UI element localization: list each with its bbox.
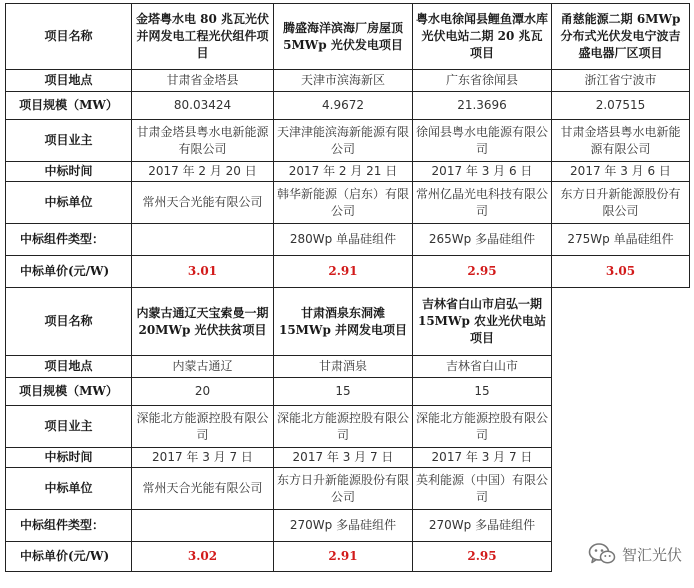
empty-cell	[552, 510, 690, 542]
label-location: 项目地点	[6, 70, 132, 92]
label-name: 项目名称	[6, 4, 132, 70]
project-scale: 15	[274, 378, 413, 406]
unit-price: 2.95	[413, 256, 552, 288]
label-bid-unit: 中标单位	[6, 468, 132, 510]
bid-time: 2017 年 3 月 7 日	[274, 448, 413, 468]
project-owner: 天津津能滨海新能源有限公司	[274, 120, 413, 162]
label-owner: 项目业主	[6, 120, 132, 162]
label-unit-price: 中标单价(元/W)	[6, 542, 132, 572]
bid-time: 2017 年 3 月 7 日	[132, 448, 274, 468]
unit-price: 2.95	[413, 542, 552, 572]
project-owner: 甘肃金塔县粤水电新能源有限公司	[552, 120, 690, 162]
module-type	[132, 224, 274, 256]
project-name: 腾盛海洋滨海厂房屋顶 5MWp 光伏发电项目	[274, 4, 413, 70]
row-location-top	[6, 70, 690, 92]
watermark	[588, 542, 682, 566]
unit-price: 3.01	[132, 256, 274, 288]
label-bid-time: 中标时间	[6, 448, 132, 468]
row-scale-bottom	[6, 378, 690, 406]
unit-price: 3.02	[132, 542, 274, 572]
project-scale: 21.3696	[413, 92, 552, 120]
project-name: 粤水电徐闻县鲤鱼潭水库光伏电站二期 20 兆瓦项目	[413, 4, 552, 70]
module-type: 280Wp 单晶硅组件	[274, 224, 413, 256]
row-scale-top	[6, 92, 690, 120]
wechat-icon	[588, 542, 616, 566]
project-location: 浙江省宁波市	[552, 70, 690, 92]
empty-cell	[552, 378, 690, 406]
project-owner: 深能北方能源控股有限公司	[274, 406, 413, 448]
project-owner: 甘肃金塔县粤水电新能源有限公司	[132, 120, 274, 162]
label-location: 项目地点	[6, 356, 132, 378]
bid-time: 2017 年 3 月 6 日	[552, 162, 690, 182]
bid-unit: 常州天合光能有限公司	[132, 182, 274, 224]
module-type: 275Wp 单晶硅组件	[552, 224, 690, 256]
bid-unit: 英利能源（中国）有限公司	[413, 468, 552, 510]
row-bid-unit-top	[6, 182, 690, 224]
row-owner-bottom	[6, 406, 690, 448]
label-owner: 项目业主	[6, 406, 132, 448]
project-name: 甬慈能源二期 6MWp 分布式光伏发电宁波吉盛电器厂区项目	[552, 4, 690, 70]
row-module-type-top	[6, 224, 690, 256]
watermark-text: 智汇光伏	[621, 545, 682, 564]
row-owner-top	[6, 120, 690, 162]
row-module-type-bottom	[6, 510, 690, 542]
empty-cell	[552, 288, 690, 356]
label-unit-price: 中标单价(元/W)	[6, 256, 132, 288]
project-location: 天津市滨海新区	[274, 70, 413, 92]
module-type: 265Wp 多晶硅组件	[413, 224, 552, 256]
row-bid-time-bottom	[6, 448, 690, 468]
unit-price: 3.05	[552, 256, 690, 288]
module-type	[132, 510, 274, 542]
label-module-type: 中标组件类型：	[6, 224, 132, 256]
empty-cell	[552, 468, 690, 510]
bid-unit: 常州天合光能有限公司	[132, 468, 274, 510]
project-owner: 徐闻县粤水电能源有限公司	[413, 120, 552, 162]
project-scale: 15	[413, 378, 552, 406]
row-bid-time-top	[6, 162, 690, 182]
label-module-type: 中标组件类型：	[6, 510, 132, 542]
project-scale: 4.9672	[274, 92, 413, 120]
empty-cell	[552, 406, 690, 448]
row-location-bottom	[6, 356, 690, 378]
unit-price: 2.91	[274, 256, 413, 288]
bid-time: 2017 年 2 月 20 日	[132, 162, 274, 182]
project-location: 甘肃酒泉	[274, 356, 413, 378]
bid-time: 2017 年 2 月 21 日	[274, 162, 413, 182]
row-bid-unit-bottom	[6, 468, 690, 510]
project-location: 广东省徐闻县	[413, 70, 552, 92]
project-location: 内蒙古通辽	[132, 356, 274, 378]
bid-unit: 韩华新能源（启东）有限公司	[274, 182, 413, 224]
label-scale: 项目规模（MW）	[6, 378, 132, 406]
row-unit-price-bottom	[6, 542, 690, 572]
label-scale: 项目规模（MW）	[6, 92, 132, 120]
project-name: 内蒙古通辽天宝索曼一期 20MWp 光伏扶贫项目	[132, 288, 274, 356]
row-name-bottom	[6, 288, 690, 356]
empty-cell	[552, 448, 690, 468]
project-scale: 2.07515	[552, 92, 690, 120]
project-scale: 80.03424	[132, 92, 274, 120]
bid-time: 2017 年 3 月 6 日	[413, 162, 552, 182]
project-owner: 深能北方能源控股有限公司	[413, 406, 552, 448]
label-bid-unit: 中标单位	[6, 182, 132, 224]
bid-results-table	[5, 3, 690, 572]
project-owner: 深能北方能源控股有限公司	[132, 406, 274, 448]
bid-unit: 东方日升新能源股份有限公司	[552, 182, 690, 224]
label-name: 项目名称	[6, 288, 132, 356]
module-type: 270Wp 多晶硅组件	[413, 510, 552, 542]
label-bid-time: 中标时间	[6, 162, 132, 182]
empty-cell	[552, 356, 690, 378]
bid-time: 2017 年 3 月 7 日	[413, 448, 552, 468]
bid-unit: 常州亿晶光电科技有限公司	[413, 182, 552, 224]
project-location: 甘肃省金塔县	[132, 70, 274, 92]
project-scale: 20	[132, 378, 274, 406]
row-name-top	[6, 4, 690, 70]
project-location: 吉林省白山市	[413, 356, 552, 378]
module-type: 270Wp 多晶硅组件	[274, 510, 413, 542]
unit-price: 2.91	[274, 542, 413, 572]
project-name: 吉林省白山市启弘一期 15MWp 农业光伏电站项目	[413, 288, 552, 356]
bid-unit: 东方日升新能源股份有限公司	[274, 468, 413, 510]
row-unit-price-top	[6, 256, 690, 288]
project-name: 金塔粤水电 80 兆瓦光伏并网发电工程光伏组件项目	[132, 4, 274, 70]
project-name: 甘肃酒泉东洞滩 15MWp 并网发电项目	[274, 288, 413, 356]
